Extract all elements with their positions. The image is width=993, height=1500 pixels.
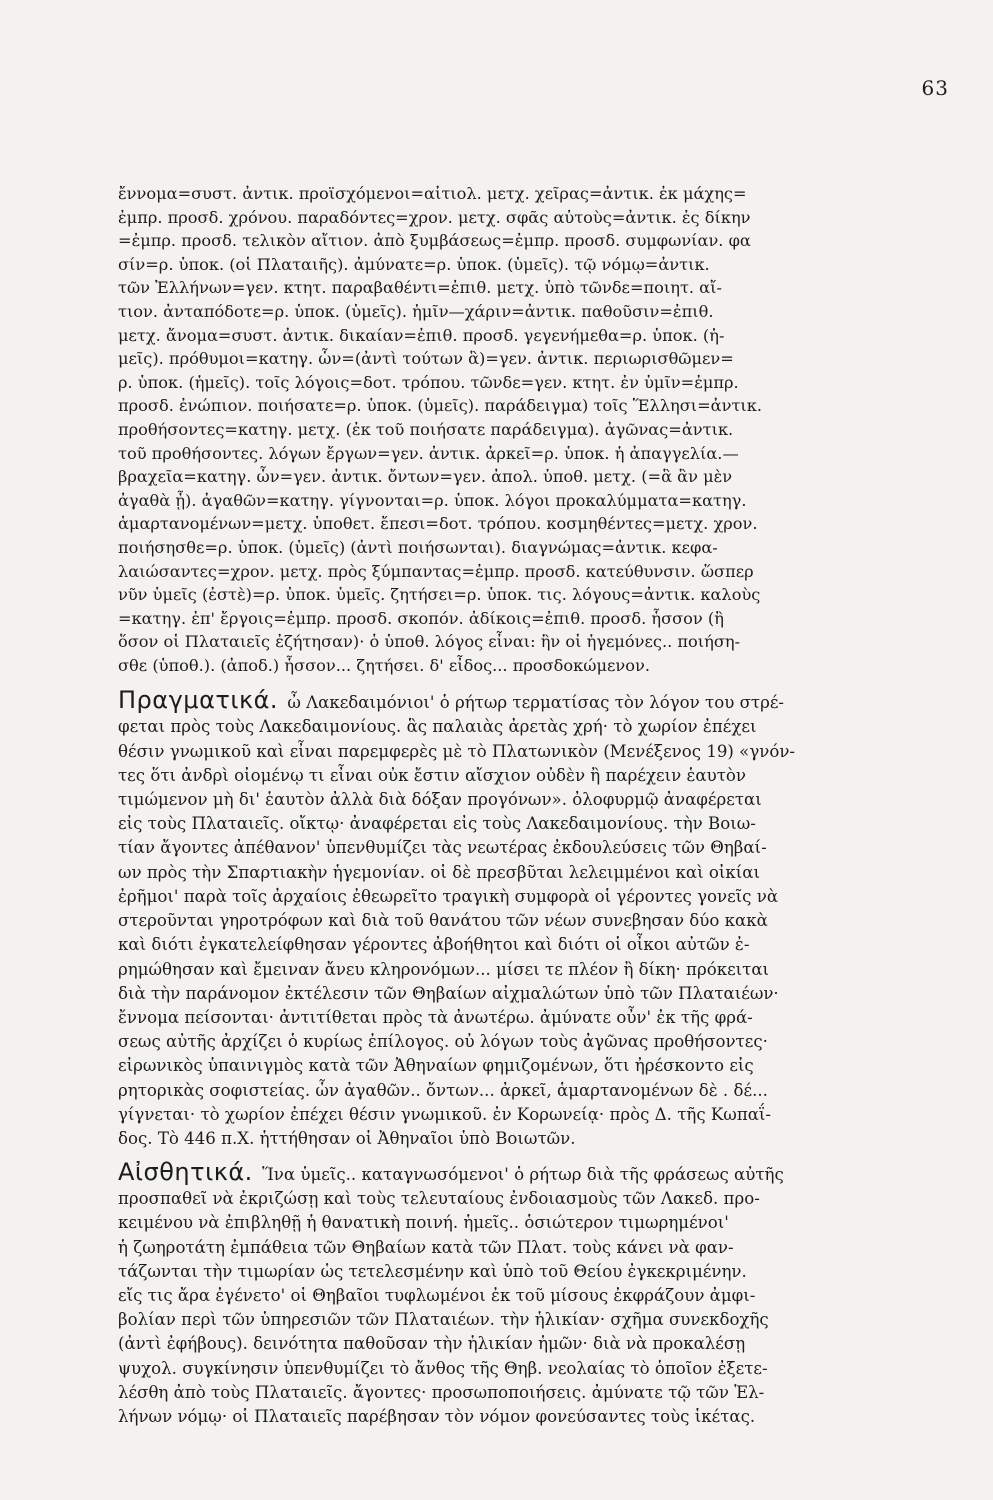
gloss-line: ἀγαθὰ ᾖ). ἀγαθῶν=κατηγ. γίγνονται=ρ. ὑποκ. λόγοι προκαλύμματα=κατηγ. [118,490,747,510]
commentary-line: ων πρὸς τὴν Σπαρτιακὴν ἡγεμονίαν. οἱ δὲ πρεσβῦται λελειμμένοι καὶ οἰκίαι [118,862,761,882]
commentary-line: ἐρῆμοι' παρὰ τοῖς ἀρχαίοις ἐθεωρεῖτο τραγικὴ συμφορὰ οἱ γέροντες γονεῖς νὰ [118,886,779,906]
gloss-line: τοῦ προθήσοντες. λόγων ἔργων=γεν. ἀντικ. ἀρκεῖ=ρ. ὑποκ. ἡ ἀπαγγελία.— [118,443,739,463]
gloss-line: μεῖς). πρόθυμοι=κατηγ. ὧν=(ἀντὶ τούτων ἃ)=γεν. ἀντικ. περιωρισθῶμεν= [118,349,734,369]
commentary [118,685,918,1429]
commentary-line: ρημώθησαν καὶ ἔμειναν ἄνευ κληρονόμων... μίσει τε πλέον ἢ δίκη· πρόκειται [118,959,770,979]
gloss-line: ἁμαρτανομένων=μετχ. ὑποθετ. ἔπεσι=δοτ. τρόπου. κοσμηθέντες=μετχ. χρον. [118,514,758,534]
commentary-line: ἔννομα πείσονται· ἀντιτίθεται πρὸς τὰ ἀνωτέρω. ἀμύνατε οὖν' ἐκ τῆς φρά- [118,1007,753,1027]
gloss-line: βραχεῖα=κατηγ. ὧν=γεν. ἀντικ. ὄντων=γεν. ἀπολ. ὑποθ. μετχ. (=ἃ ἂν μὲν [118,467,733,487]
commentary-line: τάζωνται τὴν τιμωρίαν ὡς τετελεσμένην καὶ ὑπὸ τοῦ Θείου ἐγκεκριμένην. [118,1261,747,1281]
section-heading: Αἰσθητικά. [118,1158,253,1187]
gloss-line: νῦν ὑμεῖς (ἐστὲ)=ρ. ὑποκ. ὑμεῖς. ζητήσει=ρ. ὑποκ. τις. λόγους=ἀντικ. καλοὺς [118,585,761,605]
commentary-line: τίαν ἄγοντες ἀπέθανον' ὑπενθυμίζει τὰς νεωτέρας ἐκδουλεύσεις τῶν Θηβαί- [118,838,767,858]
text-block [118,182,918,1429]
section-first-line [118,1157,918,1187]
commentary-line: λέσθη ἀπὸ τοὺς Πλαταιεῖς. ἄγοντες· προσωποποιήσεις. ἀμύνατε τῷ τῶν Ἑλ- [118,1382,765,1402]
section-intro-text: ὦ Λακεδαιμόνιοι' ὁ ρήτωρ τερματίσας τὸν λόγον του στρέ- [287,693,785,713]
commentary-line: προσπαθεῖ νὰ ἐκριζώσῃ καὶ τοὺς τελευταίους ἐνδοιασμοὺς τῶν Λακεδ. προ- [118,1189,760,1209]
commentary-line: θέσιν γνωμικοῦ καὶ εἶναι παρεμφερὲς μὲ τὸ Πλατωνικὸν (Μενέξενος 19) «γνόν- [118,741,796,761]
gloss-line: =κατηγ. ἐπ' ἔργοις=ἐμπρ. προσδ. σκοπόν. ἀδίκοις=ἐπιθ. προσδ. ἧσσον (ἢ [118,608,724,628]
commentary-line: εἰς τοὺς Πλαταιεῖς. οἴκτῳ· ἀναφέρεται εἰς τοὺς Λακεδαιμονίους. τὴν Βοιω- [118,814,756,834]
page-number: 63 [921,76,949,100]
commentary-line: σεως αὐτῆς ἀρχίζει ὁ κυρίως ἐπίλογος. οὐ λόγων τοὺς ἀγῶνας προθήσοντες· [118,1032,768,1052]
commentary-line: κειμένου νὰ ἐπιβληθῇ ἡ θανατικὴ ποινή. ἡμεῖς.. ὁσιώτερον τιμωρημένοι' [118,1213,729,1233]
commentary-line: δος. Τὸ 446 π.Χ. ἡττήθησαν οἱ Ἀθηναῖοι ὑπὸ Βοιωτῶν. [118,1128,576,1148]
commentary-line: εἰρωνικὸς ὑπαινιγμὸς κατὰ τῶν Ἀθηναίων φημιζομένων, ὅτι ἠρέσκοντο εἰς [118,1056,754,1076]
gloss-line: ρ. ὑποκ. (ἡμεῖς). τοῖς λόγοις=δοτ. τρόπου. τῶνδε=γεν. κτητ. ἐν ὑμῖν=ἐμπρ. [118,372,739,392]
grammatical-gloss-block [118,182,918,677]
gloss-line: σίν=ρ. ὑποκ. (οἱ Πλαταιῆς). ἀμύνατε=ρ. ὑποκ. (ὑμεῖς). τῷ νόμῳ=ἀντικ. [118,254,710,274]
gloss-line: λαιώσαντες=χρον. μετχ. πρὸς ξύμπαντας=ἐμπρ. προσδ. κατεύθυνσιν. ὥσπερ [118,561,754,581]
gloss-line: προσδ. ἐνώπιον. ποιήσατε=ρ. ὑποκ. (ὑμεῖς). παράδειγμα) τοῖς Ἕλλησι=ἀντικ. [118,396,763,416]
commentary-line: εἴς τις ἄρα ἐγένετο' οἱ Θηβαῖοι τυφλωμένοι ἐκ τοῦ μίσους ἐκφράζουν ἀμφι- [118,1285,756,1305]
commentary-line: βολίαν περὶ τῶν ὑπηρεσιῶν τῶν Πλαταιέων. τὴν ἡλικίαν· σχῆμα συνεκδοχῆς [118,1310,769,1330]
commentary-line: γίγνεται· τὸ χωρίον ἐπέχει θέσιν γνωμικοῦ. ἐν Κορωνείᾳ· πρὸς Δ. τῆς Κωπαΐ- [118,1104,772,1124]
gloss-line: ἐμπρ. προσδ. χρόνου. παραδόντες=χρον. μετχ. σφᾶς αὐτοὺς=ἀντικ. ἐς δίκην [118,207,751,227]
commentary-line: στεροῦνται γηροτρόφων καὶ διὰ τοῦ θανάτου τῶν νέων συνεβησαν δύο κακὰ [118,911,768,931]
gloss-line: μετχ. ἄνομα=συστ. ἀντικ. δικαίαν=ἐπιθ. προσδ. γεγενήμεθα=ρ. ὑποκ. (ἡ- [118,325,725,345]
gloss-line: σθε (ὑποθ.). (ἀποδ.) ἧσσον... ζητήσει. δ' εἶδος... προσδοκώμενον. [118,655,650,675]
commentary-line: λήνων νόμῳ· οἱ Πλαταιεῖς παρέβησαν τὸν νόμον φονεύσαντες τοὺς ἱκέτας. [118,1406,756,1426]
commentary-line: ψυχολ. συγκίνησιν ὑπενθυμίζει τὸ ἄνθος τῆς Θηβ. νεολαίας τὸ ὁποῖον ἐξετε- [118,1358,768,1378]
gloss-line: ποιήσησθε=ρ. ὑποκ. (ὑμεῖς) (ἀντὶ ποιήσωνται). διαγνώμας=ἀντικ. κεφα- [118,537,718,557]
commentary-line: (ἀντὶ ἐφήβους). δεινότητα παθοῦσαν τὴν ἡλικίαν ἡμῶν· διὰ νὰ προκαλέσῃ [118,1334,746,1354]
commentary-line: ρητορικὰς σοφιστείας. ὧν ἀγαθῶν.. ὄντων... ἀρκεῖ, ἁμαρτανομένων δὲ . δέ... [118,1080,768,1100]
gloss-line: τῶν Ἑλλήνων=γεν. κτητ. παραβαθέντι=ἐπιθ. μετχ. ὑπὸ τῶνδε=ποιητ. αἴ- [118,278,722,298]
gloss-line: τιον. ἀνταπόδοτε=ρ. ὑποκ. (ὑμεῖς). ἡμῖν—χάριν=ἀντικ. παθοῦσιν=ἐπιθ. [118,301,714,321]
section-first-line [118,685,918,715]
commentary-line: φεται πρὸς τοὺς Λακεδαιμονίους. ἃς παλαιὰς ἀρετὰς χρή· τὸ χωρίον ἐπέχει [118,717,757,737]
section-heading: Πραγματικά. [118,686,279,715]
commentary-line: ἡ ζωηροτάτη ἐμπάθεια τῶν Θηβαίων κατὰ τῶν Πλατ. τοὺς κάνει νὰ φαν- [118,1237,734,1257]
gloss-line: ὅσον οἱ Πλαταιεῖς ἐζήτησαν)· ὁ ὑποθ. λόγος εἶναι: ἢν οἱ ἡγεμόνες.. ποιήση- [118,632,741,652]
section-intro-text: Ἵνα ὑμεῖς.. καταγνωσόμενοι' ὁ ρήτωρ διὰ τῆς φράσεως αὐτῆς [262,1165,784,1185]
gloss-line: ἔννομα=συστ. ἀντικ. προϊσχόμενοι=αἰτιολ. μετχ. χεῖρας=ἀντικ. ἐκ μάχης= [118,184,747,203]
commentary-line: διὰ τὴν παράνομον ἐκτέλεσιν τῶν Θηβαίων αἰχμαλώτων ὑπὸ τῶν Πλαταιέων· [118,983,779,1003]
commentary-line: τιμώμενον μὴ δι' ἑαυτὸν ἀλλὰ διὰ δόξαν προγόνων». ὀλοφυρμῷ ἀναφέρεται [118,790,762,810]
section-aisthitika [118,1157,918,1429]
commentary-line: τες ὅτι ἀνδρὶ οἰομένῳ τι εἶναι οὐκ ἔστιν αἴσχιον οὐδὲν ἢ παρέχειν ἑαυτὸν [118,765,746,785]
section-pragmatika [118,685,918,1151]
commentary-line: καὶ διότι ἐγκατελείφθησαν γέροντες ἀβοήθητοι καὶ διότι οἱ οἶκοι αὐτῶν ἐ- [118,935,750,955]
gloss-line: =ἐμπρ. προσδ. τελικὸν αἴτιον. ἀπὸ ξυμβάσεως=ἐμπρ. προσδ. συμφωνίαν. φα [118,231,751,251]
gloss-line: προθήσοντες=κατηγ. μετχ. (ἐκ τοῦ ποιήσατε παράδειγμα). ἀγῶνας=ἀντικ. [118,419,734,439]
